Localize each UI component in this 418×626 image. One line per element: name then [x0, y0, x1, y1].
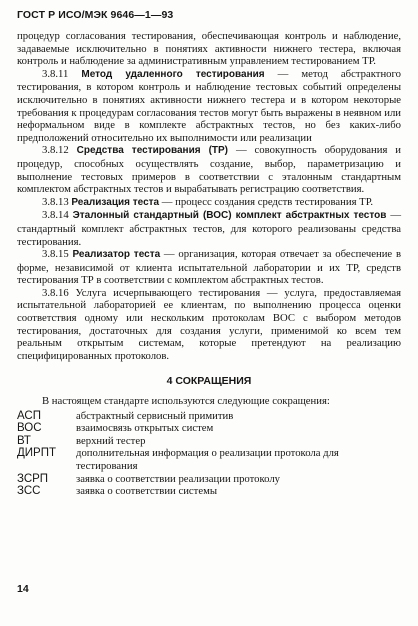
abbreviation-row [17, 410, 401, 423]
abbreviation-code: ЗСС [17, 485, 41, 498]
abbreviations-table [17, 410, 401, 498]
continuation-paragraph: процедур согласования тестирования, обеспечивающая контроль и наблюдение, задаваемые исключительно в понятиях активности нижнего тестера, включая контроль и наблюдение за административным управлением тестированием ТР. [17, 30, 401, 68]
abbreviation-description: заявка о соответствии реализации протоколу [76, 472, 281, 485]
clause-number: 3.8.16 [42, 286, 69, 299]
abbreviation-row [17, 473, 401, 486]
abbreviation-description: дополнительная информация о реализации протокола для тестирования [76, 447, 339, 472]
term-remote-test-method: Метод удаленного тестирования [81, 68, 265, 80]
term-reference-test-suite: Эталонный стандартный (ВОС) комплект абстрактных тестов [72, 210, 387, 222]
term-test-realization: Реализация теста [71, 196, 160, 208]
term-test-means: Средства тестирования (ТР) [76, 145, 229, 157]
clause-text: — метод абстрактного тестирования, в котором контроль и наблюдение тестовых событий определены исключительно в понятиях активности нижнего тестера и в котором некоторые требования к процедурам согласования тестов могут быть выражены в неявном или неформальном виде в комплекте абстрактных тестов, но без каких-либо предположений относительно их выполнимости или реализации [17, 67, 401, 144]
clause-text: — процесс создания средств тестирования ТР. [159, 195, 373, 208]
clause-3-8-15 [17, 248, 401, 287]
page-number: 14 [17, 583, 29, 595]
clause-3-8-14 [17, 209, 401, 248]
abbreviation-description: верхний тестер [76, 434, 146, 447]
clause-3-8-11 [17, 68, 401, 145]
abbreviation-code: АСП [17, 409, 41, 422]
abbreviation-row [17, 422, 401, 435]
clause-text: Услуга исчерпывающего тестирования — услуга, предоставляемая испытательной лабораторией ее клиентам, по выполнению процесса оценки соответствия одному или нескольким протоколам ВОС с выбором методов тестирования, достаточных для создания услуги, применимой ко всем тем реальным открытым системам, которые претендуют на реализацию специфицированных протоколов. [17, 286, 402, 362]
clause-number: 3.8.14 [42, 209, 69, 222]
section-intro: В настоящем стандарте используются следующие сокращения: [42, 395, 330, 408]
clause-text: — совокупность оборудования и процедур, способных осуществлять создание, выбор, параметризацию и выполнение тестовых примеров в соответствии с эталонным стандартным комплектом абстрактных тестов и вырабатывать регистрацию соответствия. [17, 144, 402, 196]
clause-text: — стандартный комплект абстрактных тестов, для которого реализованы средства тестирования. [17, 209, 402, 248]
term-test-realizer: Реализатор теста [72, 249, 161, 261]
clause-number: 3.8.13 [42, 195, 69, 208]
abbreviation-code: ВТ [17, 434, 31, 447]
abbreviation-code: ЗСРП [17, 472, 49, 485]
abbreviation-code: ДИРПТ [17, 447, 57, 460]
abbreviation-description: взаимосвязь открытых систем [76, 422, 214, 435]
document-body [17, 30, 401, 498]
clause-3-8-12 [17, 144, 401, 195]
abbreviation-description: заявка о соответствии системы [76, 485, 218, 498]
clause-number: 3.8.11 [42, 67, 69, 80]
clause-number: 3.8.15 [42, 248, 69, 261]
clause-number: 3.8.12 [42, 144, 69, 157]
section-title: 4 СОКРАЩЕНИЯ [166, 375, 252, 388]
abbreviation-row [17, 435, 401, 448]
abbreviation-row [17, 485, 401, 498]
clause-text: — организация, которая отвечает за обеспечение в форме, независимой от клиента испытательной лаборатории и их ТР, средств тестирования ТР в соответствии с комплектом абстрактных тестов. [17, 248, 401, 287]
abbreviation-row [17, 447, 401, 472]
clause-3-8-13 [17, 196, 401, 210]
clause-3-8-16 [17, 287, 401, 363]
abbreviation-code: ВОС [17, 422, 42, 435]
abbreviation-description: абстрактный сервисный примитив [76, 409, 234, 422]
standard-header: ГОСТ Р ИСО/МЭК 9646—1—93 [17, 9, 174, 21]
